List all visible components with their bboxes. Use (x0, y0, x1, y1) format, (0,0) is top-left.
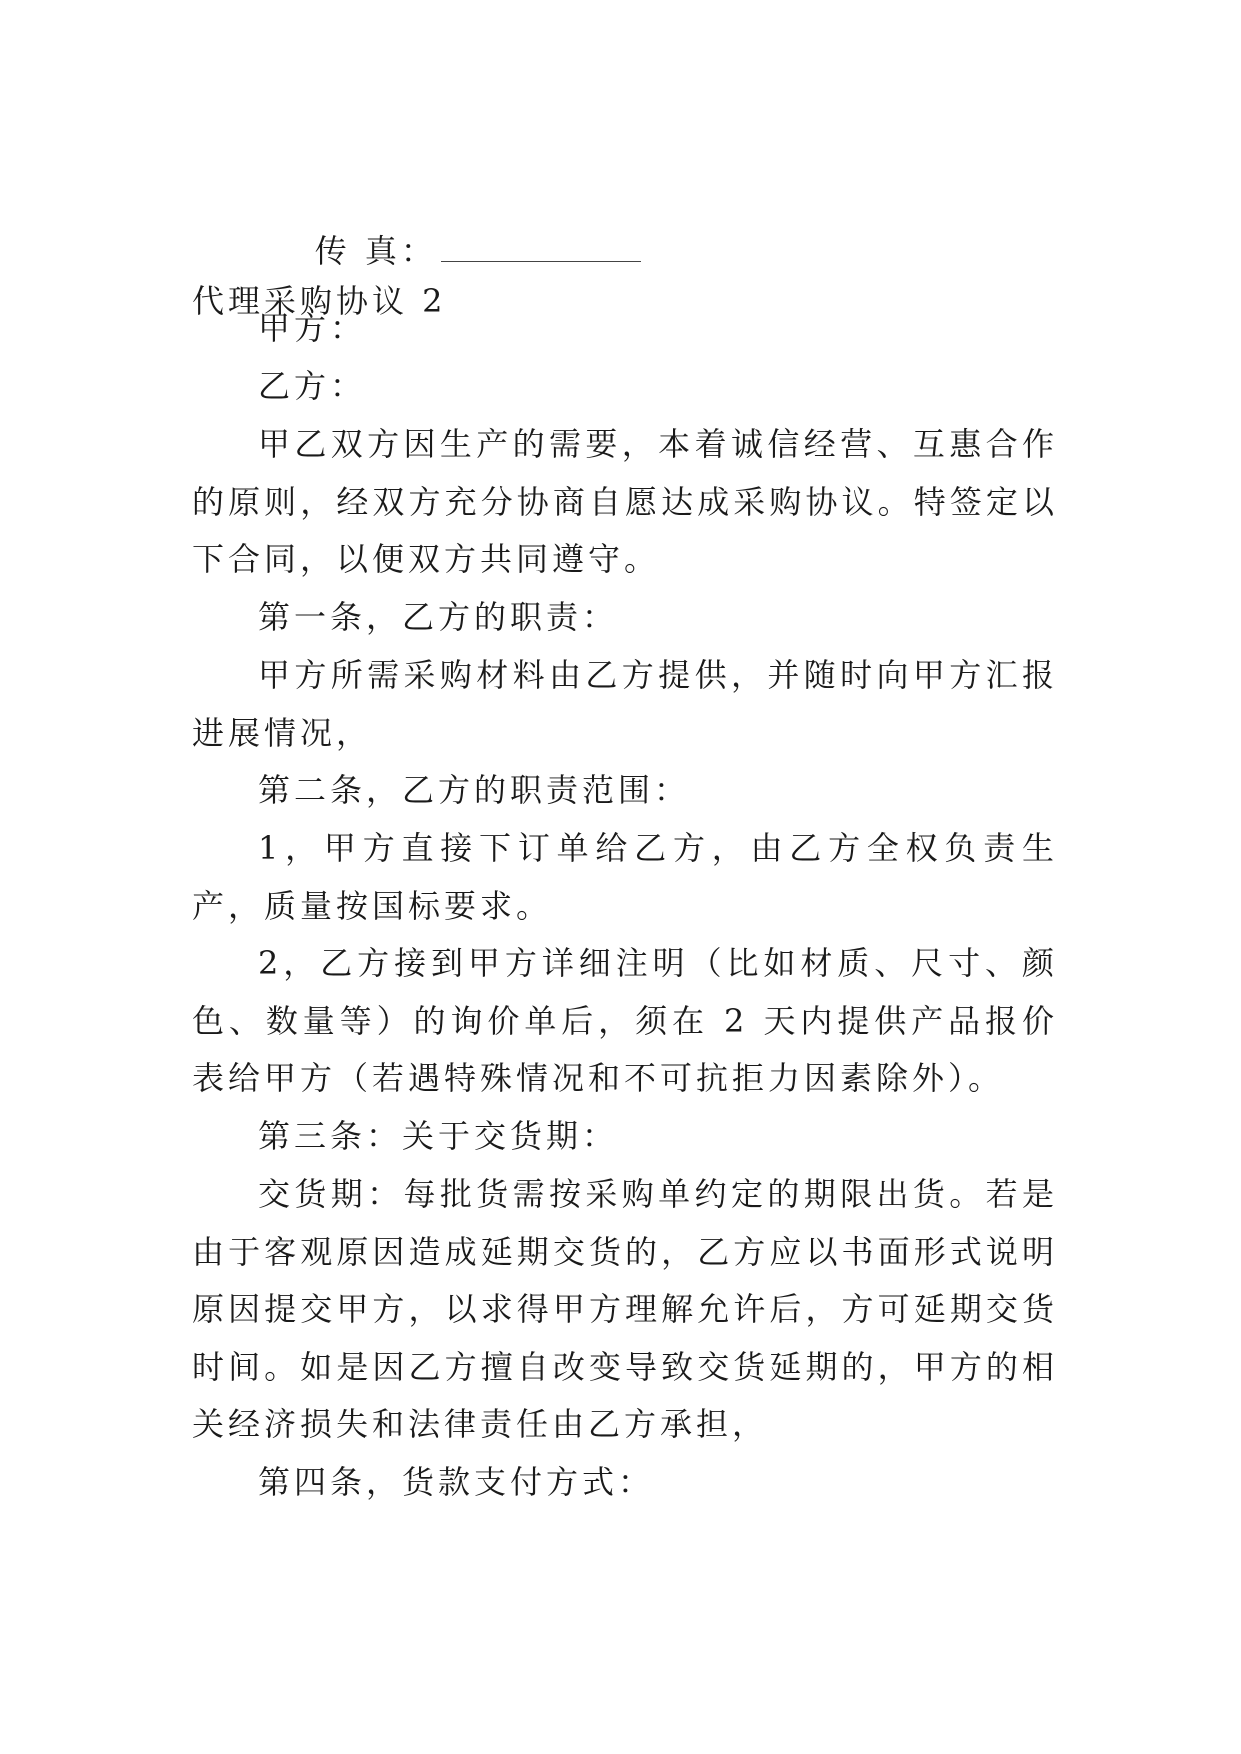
paragraph-article-2-heading: 第二条，乙方的职责范围： (258, 771, 691, 809)
fax-label: 传 真： (314, 232, 437, 270)
paragraph-preamble: 甲乙双方因生产的需要，本着诚信经营、互惠合作的原则，经双方充分协商自愿达成采购协议。特签定以下合同，以便双方共同遵守。 (192, 425, 1058, 578)
fax-blank-line (441, 231, 641, 262)
paragraph-article-4-heading: 第四条，货款支付方式： (258, 1463, 655, 1501)
paragraph-article-3-body: 交货期：每批货需按采购单约定的期限出货。若是由于客观原因造成延期交货的，乙方应以书面形式说明原因提交甲方，以求得甲方理解允许后，方可延期交货时间。如是因乙方擅自改变导致交货延期的，甲方的相关经济损失和法律责任由乙方承担， (192, 1175, 1058, 1443)
paragraph-article-1-heading: 第一条，乙方的职责： (258, 598, 619, 636)
paragraph-party-a: 甲方： (258, 309, 367, 347)
paragraph-party-b: 乙方： (258, 367, 367, 405)
paragraph-article-3-heading: 第三条：关于交货期： (258, 1117, 619, 1155)
paragraph-article-2-item-1: 1，甲方直接下订单给乙方，由乙方全权负责生产，质量按国标要求。 (192, 829, 1058, 925)
document-title: 代理采购协议 2 (192, 282, 447, 320)
paragraph-article-2-item-2: 2，乙方接到甲方详细注明（比如材质、尺寸、颜色、数量等）的询价单后，须在 2 天内提供产品报价表给甲方（若遇特殊情况和不可抗拒力因素除外）。 (192, 944, 1058, 1097)
paragraph-article-1-body: 甲方所需采购材料由乙方提供，并随时向甲方汇报进展情况， (192, 656, 1058, 752)
